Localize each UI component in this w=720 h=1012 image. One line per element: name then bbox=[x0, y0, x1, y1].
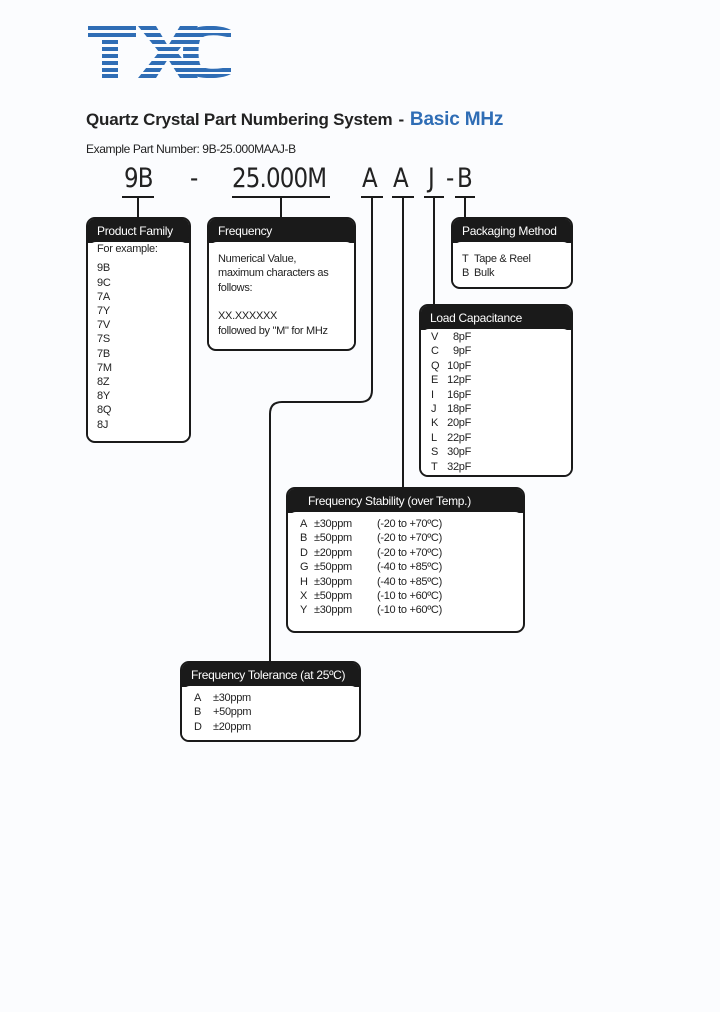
frequency-tolerance-box bbox=[180, 661, 361, 742]
segment-family: 9B bbox=[124, 163, 153, 194]
title-main: Quartz Crystal Part Numbering System bbox=[86, 110, 393, 129]
list-item: C 9pF bbox=[431, 345, 471, 358]
product-family-intro: For example: bbox=[97, 243, 158, 255]
list-item: S 30pF bbox=[431, 446, 471, 459]
list-item: L 22pF bbox=[431, 431, 471, 444]
frequency-line: followed by "M" for MHz bbox=[218, 324, 328, 337]
list-item: T 32pF bbox=[431, 460, 471, 473]
packaging-method-box bbox=[451, 217, 573, 289]
list-item: 8Y bbox=[97, 390, 110, 403]
list-item: B +50ppm bbox=[194, 706, 252, 719]
list-item: B ±50ppm (-20 to +70ºC) bbox=[300, 532, 442, 545]
title-separator: - bbox=[398, 110, 404, 129]
list-item: 8Q bbox=[97, 404, 112, 417]
list-item: I 16pF bbox=[431, 388, 471, 401]
list-item: 7M bbox=[97, 361, 112, 374]
list-item: 9C bbox=[97, 276, 111, 289]
list-item: T Tape & Reel bbox=[462, 253, 531, 265]
list-item: 9B bbox=[97, 262, 110, 275]
frequency-tolerance-title: Frequency Tolerance (at 25ºC) bbox=[182, 663, 359, 687]
segment-tolerance: A bbox=[362, 163, 377, 194]
title-subtitle: Basic MHz bbox=[409, 109, 504, 130]
list-item: J 18pF bbox=[431, 403, 471, 416]
list-item: X ±50ppm (-10 to +60ºC) bbox=[300, 590, 442, 603]
list-item: 7B bbox=[97, 347, 110, 360]
product-family-list bbox=[97, 261, 180, 431]
frequency-line bbox=[218, 295, 345, 309]
list-item: 7S bbox=[97, 333, 110, 346]
load-capacitance-box bbox=[419, 304, 573, 477]
list-item: D ±20ppm (-20 to +70ºC) bbox=[300, 546, 442, 559]
list-item: 7Y bbox=[97, 305, 110, 318]
list-item: 8Z bbox=[97, 376, 110, 389]
product-family-title: Product Family bbox=[88, 219, 189, 243]
list-item: V 8pF bbox=[431, 331, 471, 343]
list-item: H ±30ppm (-40 to +85ºC) bbox=[300, 575, 442, 588]
frequency-box bbox=[207, 217, 356, 351]
segment-frequency: 25.000M bbox=[232, 163, 327, 194]
list-item: D ±20ppm bbox=[194, 720, 251, 733]
list-item: 7V bbox=[97, 319, 110, 332]
segment-stability: A bbox=[393, 163, 408, 194]
list-item: Y ±30ppm (-10 to +60ºC) bbox=[300, 604, 442, 617]
list-item: Q 10pF bbox=[431, 359, 471, 372]
frequency-stability-box bbox=[286, 487, 525, 633]
frequency-line: maximum characters as bbox=[218, 267, 329, 280]
segment-load: J bbox=[428, 163, 434, 194]
list-item: 7A bbox=[97, 290, 110, 303]
frequency-stability-title: Frequency Stability (over Temp.) bbox=[288, 489, 523, 513]
frequency-title: Frequency bbox=[209, 219, 354, 243]
load-capacitance-title: Load Capacitance bbox=[421, 306, 571, 330]
segment-packaging: B bbox=[457, 163, 472, 194]
list-item: 8J bbox=[97, 418, 109, 431]
list-item: A ±30ppm (-20 to +70ºC) bbox=[300, 518, 442, 530]
packaging-title: Packaging Method bbox=[453, 219, 571, 243]
list-item: A ±30ppm bbox=[194, 692, 251, 704]
frequency-line: follows: bbox=[218, 281, 253, 294]
list-item: E 12pF bbox=[431, 374, 471, 387]
list-item: K 20pF bbox=[431, 417, 471, 430]
list-item: G ±50ppm (-40 to +85ºC) bbox=[300, 561, 442, 574]
frequency-format: XX.XXXXXX bbox=[218, 310, 278, 323]
frequency-line: Numerical Value, bbox=[218, 253, 297, 265]
segment-dash-2: - bbox=[446, 163, 454, 194]
segment-dash-1: - bbox=[190, 163, 198, 194]
list-item: B Bulk bbox=[462, 267, 495, 279]
example-part-number: Example Part Number: 9B-25.000MAAJ-B bbox=[86, 142, 296, 156]
product-family-box bbox=[86, 217, 191, 443]
